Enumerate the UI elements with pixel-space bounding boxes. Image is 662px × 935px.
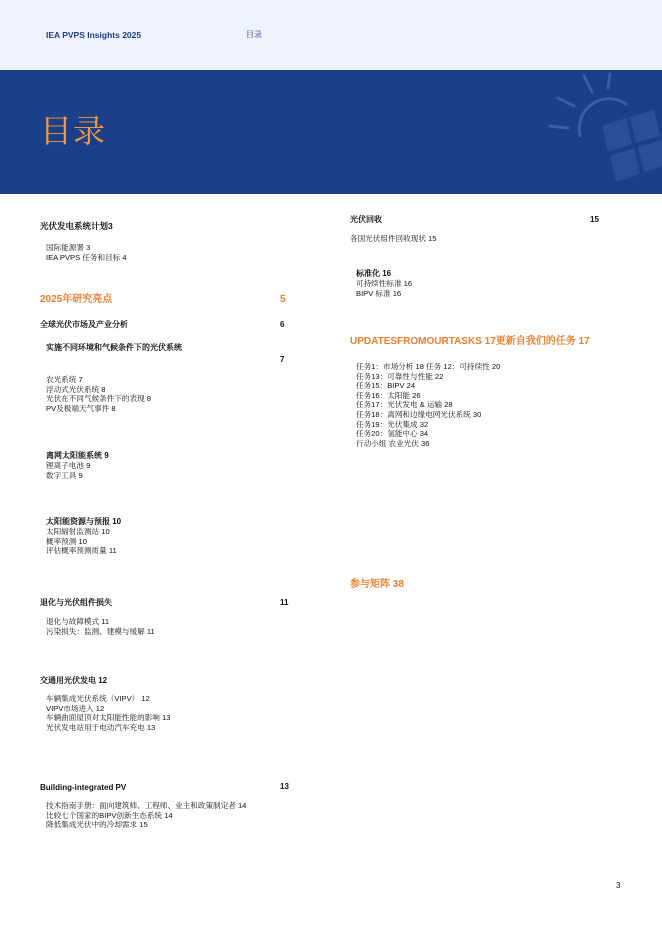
toc-item[interactable]: 污染损失：监测、建模与缓解 11: [46, 626, 155, 636]
running-title: 目录: [246, 30, 262, 39]
toc-item[interactable]: 行动小组 农业光伏 36: [356, 438, 430, 448]
toc-sublist-recycling: [350, 234, 437, 244]
toc-item[interactable]: 农光系统 7: [46, 375, 83, 384]
toc-sublist-climate: [46, 375, 151, 413]
page-number: 3: [616, 881, 621, 890]
toc-entry-highlights[interactable]: 2025年研究亮点: [40, 294, 113, 305]
toc-item[interactable]: 任务20：氢能中心 34: [356, 429, 429, 439]
toc-sublist-tasks: [356, 362, 500, 448]
header-bar: [0, 0, 662, 70]
toc-entry-pvps-programme[interactable]: 光伏发电系统计划3: [40, 221, 113, 231]
toc-item[interactable]: VIPV市场进入 12: [46, 703, 105, 713]
toc-entry-standardization[interactable]: 标准化 16: [356, 269, 392, 278]
toc-entry-bipv[interactable]: Building-integrated PV: [40, 783, 127, 792]
toc-page-number: 15: [590, 215, 599, 224]
title-banner: [0, 70, 662, 194]
toc-item[interactable]: IEA PVPS 任务和目标 4: [46, 252, 127, 262]
toc-page-number: 6: [280, 320, 285, 329]
solar-panel-sun-icon: [522, 70, 662, 194]
toc-entry-degradation[interactable]: 退化与光伏组件损失: [40, 598, 112, 607]
toc-entry-task-updates[interactable]: UPDATESFROMOURTASKS 17更新自我们的任务 17: [350, 336, 590, 347]
toc-page-number: 13: [280, 782, 289, 791]
toc-sublist-bipv: [46, 801, 246, 830]
toc-item[interactable]: 数字工具 9: [46, 470, 83, 480]
toc-entry-market-analysis[interactable]: 全球光伏市场及产业分析: [40, 320, 128, 329]
toc-item[interactable]: 评估概率预测质量 11: [46, 546, 117, 556]
toc-item[interactable]: 概率预测 10: [46, 536, 87, 546]
toc-page-number: 5: [280, 294, 286, 305]
toc-item[interactable]: BIPV 标准 16: [356, 288, 402, 298]
toc-sublist-solar-resource: [46, 527, 117, 556]
toc-item[interactable]: 锂离子电池 9: [46, 461, 91, 470]
toc-item[interactable]: 任务1：市场分析 18 任务 12：可持续性 20: [356, 362, 501, 371]
toc-page-number: 11: [280, 598, 289, 607]
toc-item[interactable]: 任务15：BIPV 24: [356, 381, 416, 391]
toc-sublist-standardization: [356, 279, 412, 298]
toc-item[interactable]: 技术指南手册：面向建筑师、工程师、业主和政策制定者 14: [46, 801, 247, 810]
toc-item[interactable]: 车辆集成光伏系统（VIPV） 12: [46, 694, 150, 703]
toc-item[interactable]: 可持续性标准 16: [356, 279, 413, 288]
toc-item[interactable]: 退化与故障模式 11: [46, 617, 110, 626]
toc-entry-transport-pv[interactable]: 交通用光伏发电 12: [40, 676, 108, 685]
toc-item[interactable]: 车辆曲面屋顶对太阳能性能的影响 13: [46, 713, 171, 723]
toc-sublist-offgrid: [46, 461, 90, 480]
toc-page-number: 7: [280, 355, 285, 364]
page-title: 目录: [40, 113, 107, 149]
toc-item[interactable]: 浮动式光伏系统 8: [46, 384, 106, 394]
toc-sublist-transport: [46, 694, 170, 732]
brand-name: IEA PVPS Insights 2025: [46, 30, 142, 40]
toc-item[interactable]: 光伏发电站用于电动汽车充电 13: [46, 722, 156, 732]
toc-item[interactable]: 国际能源署 3: [46, 243, 91, 252]
toc-sublist-degradation: [46, 617, 155, 636]
toc-entry-offgrid[interactable]: 离网太阳能系统 9: [46, 451, 109, 460]
toc-entry-climate-conditions[interactable]: 实施不同环境和气候条件下的光伏系统: [46, 343, 182, 352]
toc-item[interactable]: 降低集成光伏中的冷却需求 15: [46, 820, 148, 830]
toc-item[interactable]: 任务16：太阳能 26: [356, 390, 421, 400]
toc-item[interactable]: 光伏在不同气候条件下的表现 8: [46, 394, 152, 404]
toc-item[interactable]: 太阳辐射监测站 10: [46, 527, 110, 536]
toc-item[interactable]: 比较七个国家的BIPV创新生态系统 14: [46, 810, 173, 820]
toc-item[interactable]: 任务13：可靠性与性能 22: [356, 371, 444, 381]
toc-entry-recycling[interactable]: 光伏回收: [350, 215, 382, 224]
toc-item[interactable]: 任务17：光伏发电 & 运输 28: [356, 400, 453, 410]
toc-sublist-pvps: [46, 243, 127, 262]
toc-entry-participation-matrix[interactable]: 参与矩阵 38: [350, 579, 404, 590]
toc-item[interactable]: 任务18：离网和边缘电网光伏系统 30: [356, 409, 482, 419]
toc-item[interactable]: 各国光伏组件回收现状 15: [350, 234, 437, 243]
toc-entry-solar-resource[interactable]: 太阳能资源与预报 10: [46, 517, 122, 526]
toc-item[interactable]: PV及极端天气事件 8: [46, 403, 116, 413]
toc-item[interactable]: 任务19：光伏集成 32: [356, 419, 429, 429]
